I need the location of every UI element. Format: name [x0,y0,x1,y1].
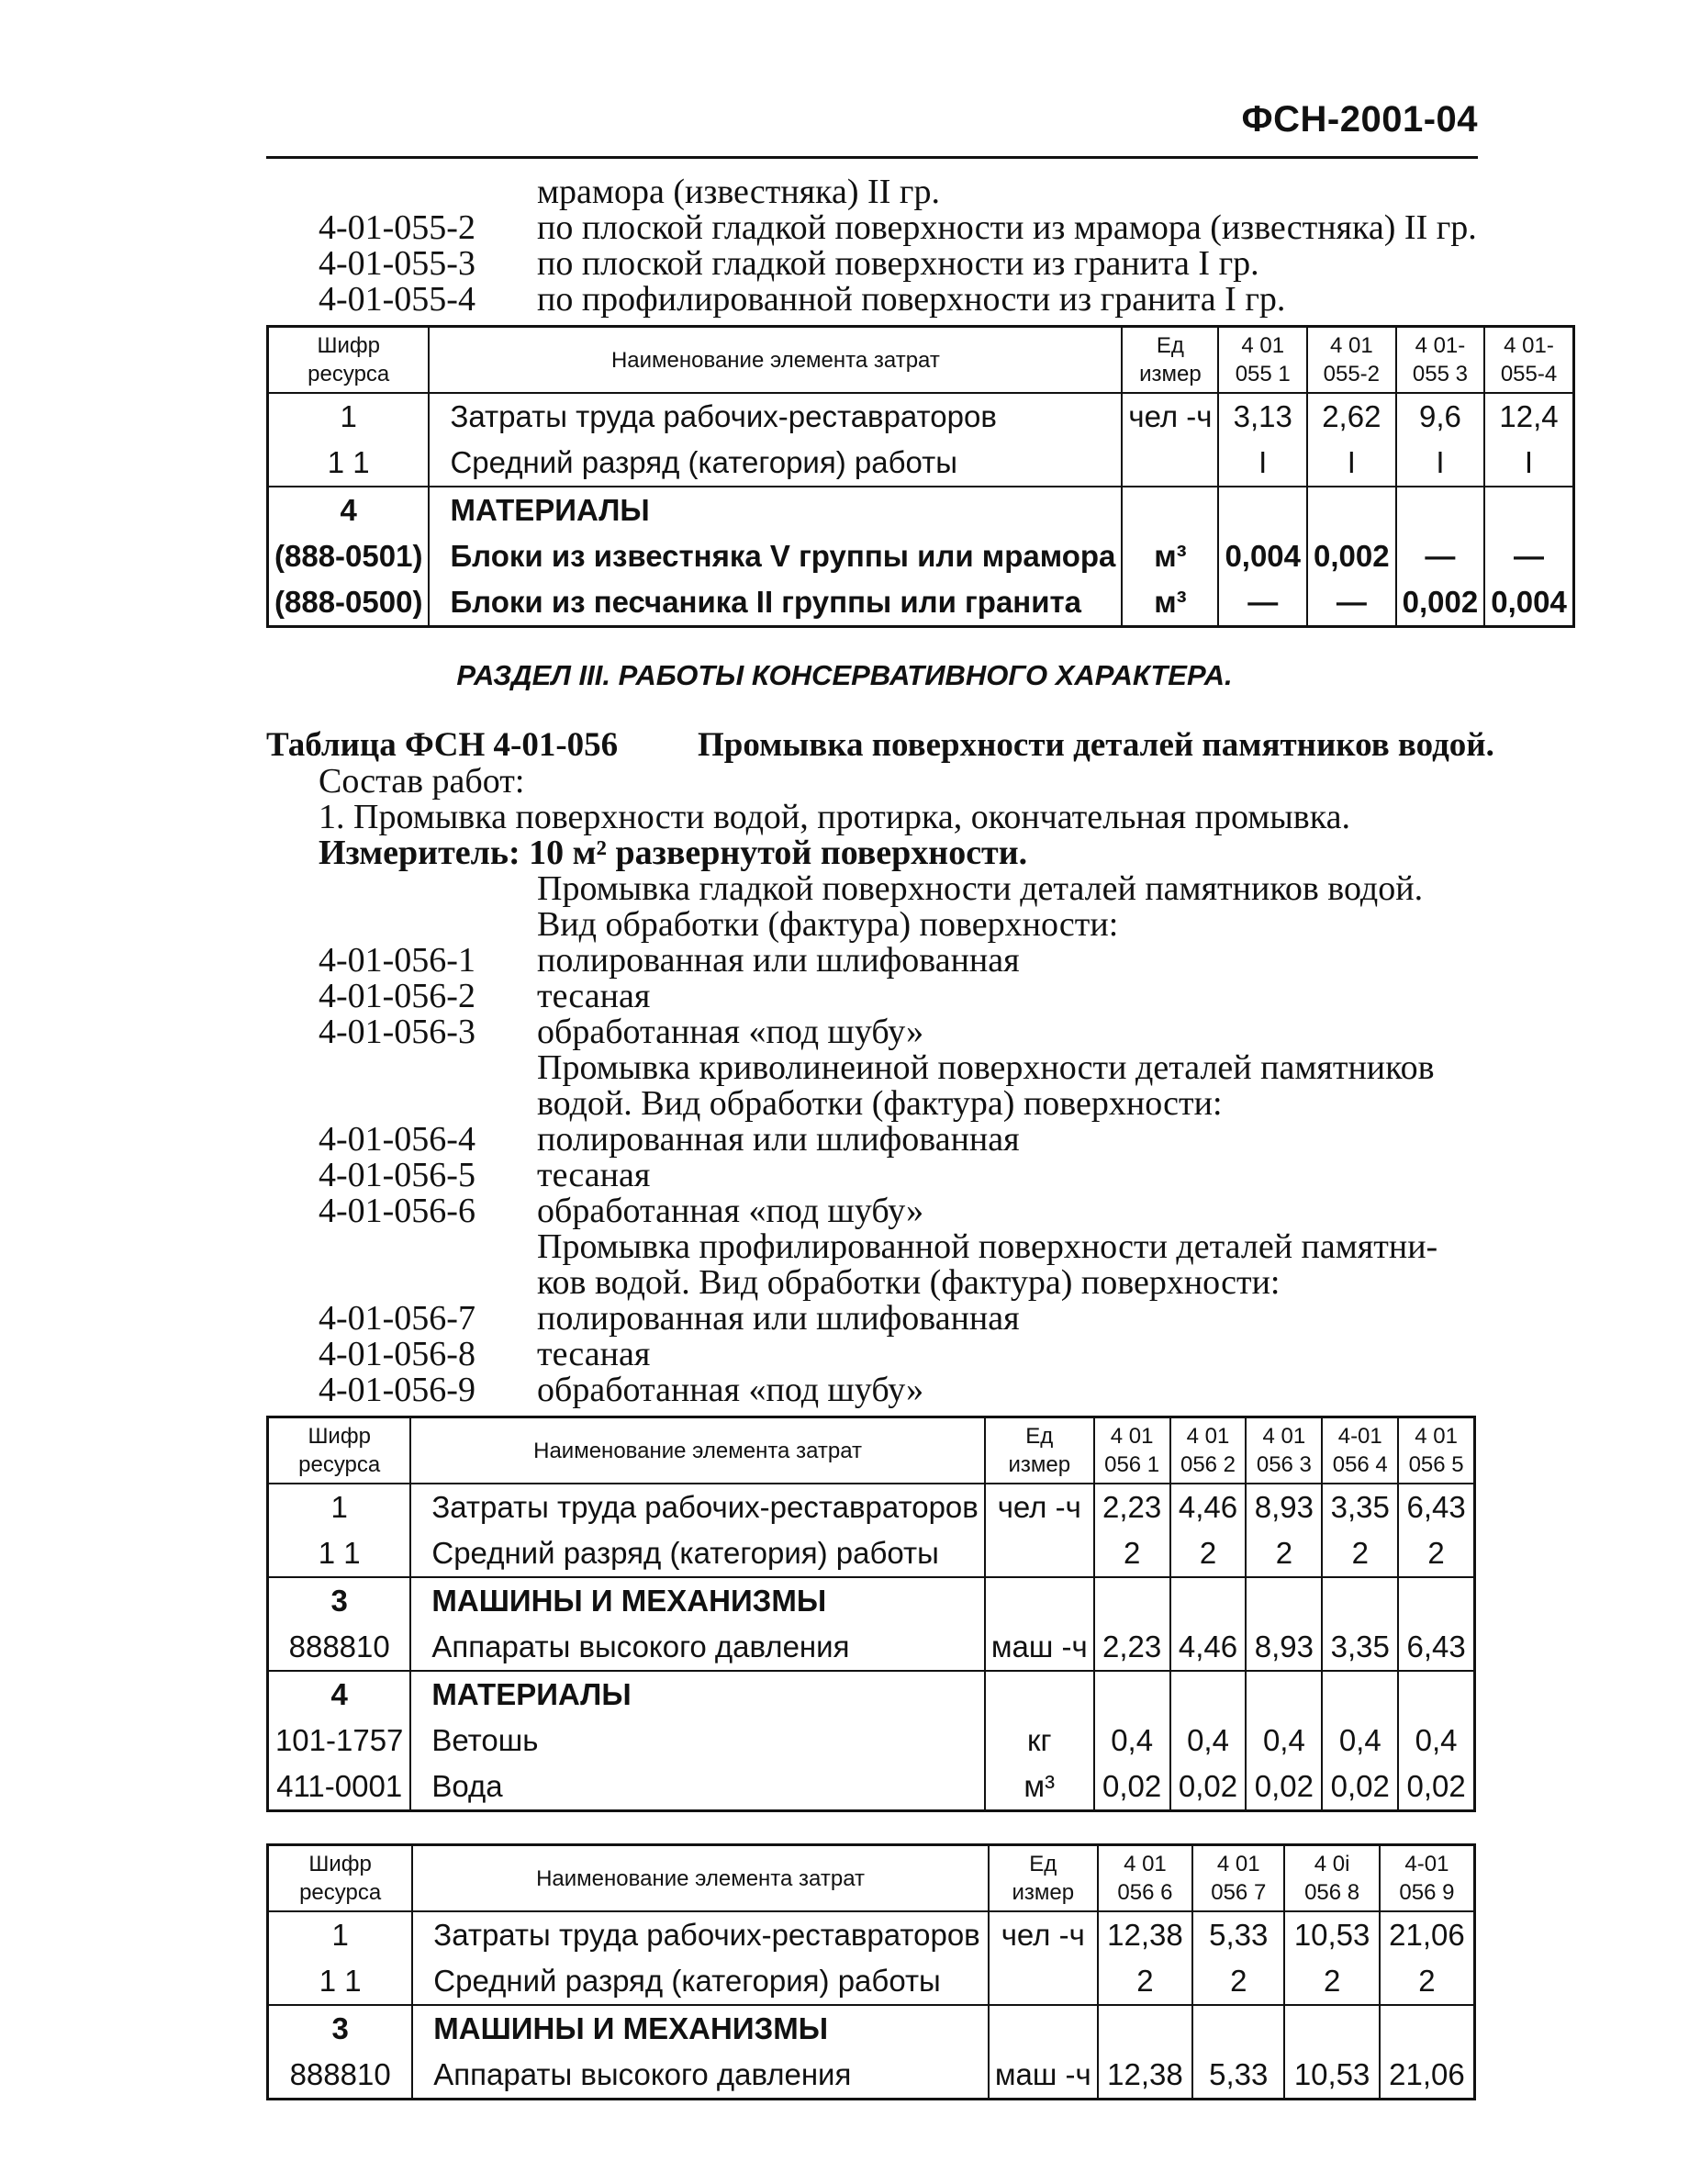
table-group-row [268,1577,1475,1624]
cell-code: 1 1 [268,440,430,487]
meter: Измеритель: 10 м² развернутой поверхности. [319,834,1028,872]
cell-name: МАШИНЫ И МЕХАНИЗМЫ [412,2005,989,2052]
list-code: 4-01-055-3 [319,244,475,283]
cell-unit: м³ [985,1764,1094,1811]
cell-value [1307,487,1396,533]
cell-value: 8,93 [1246,1484,1322,1530]
cell-name: Средний разряд (категория) работы [410,1530,984,1577]
cell-value [1218,487,1307,533]
list-text: полированная или шлифованная [537,941,1020,980]
cell-value: 2 [1246,1530,1322,1577]
header-cell-code: Шифр ресурса [268,1845,413,1912]
table-row [268,533,1574,579]
cell-code: (888-0501) [268,533,430,579]
list-text: мрамора (известняка) II гр. [537,173,940,211]
list-code: 4-01-056-6 [319,1192,475,1230]
cell-value: 0,4 [1170,1718,1247,1764]
header-cell-unit: Ед измер [989,1845,1098,1912]
header-cell-variant: 4 01 055-2 [1307,327,1396,394]
list-text: Вид обработки (фактура) поверхности: [537,905,1119,944]
cell-value: 2 [1284,1958,1379,2005]
cell-value: — [1484,533,1573,579]
header-cell-variant: 4 01 056 1 [1094,1417,1170,1484]
list-text: Промывка гладкой поверхности деталей памятников водой. [537,869,1424,908]
cell-value: 2 [1192,1958,1284,2005]
table-header-row [268,327,1574,394]
cell-code: 4 [268,487,430,533]
cell-unit [1122,440,1218,487]
list-text: полированная или шлифованная [537,1120,1020,1159]
cell-code: 888810 [268,2052,413,2100]
resource-table-055 [266,325,1575,628]
cell-unit [985,1577,1094,1624]
cell-value [1322,1671,1398,1718]
cell-unit [1122,487,1218,533]
cell-code: 3 [268,1577,411,1624]
header-cell-variant: 4 01 056 6 [1098,1845,1192,1912]
list-text: обработанная «под шубу» [537,1192,924,1230]
list-text: обработанная «под шубу» [537,1013,924,1051]
header-rule [266,156,1478,159]
cell-name: Аппараты высокого давления [410,1624,984,1671]
table-title-code: Таблица ФСН 4-01-056 [266,726,619,764]
cell-code: 1 1 [268,1530,411,1577]
cell-value: I [1307,440,1396,487]
header-cell-name: Наименование элемента затрат [410,1417,984,1484]
cell-value [1484,487,1573,533]
header-cell-variant: 4 0i 056 8 [1284,1845,1379,1912]
cell-value: 10,53 [1284,1911,1379,1958]
cell-code: 1 [268,1484,411,1530]
cell-value: 2 [1380,1958,1475,2005]
cell-value: 0,004 [1218,533,1307,579]
cell-value: — [1218,579,1307,627]
cell-unit: кг [985,1718,1094,1764]
cell-value: 2,23 [1094,1484,1170,1530]
cell-value: 10,53 [1284,2052,1379,2100]
cell-name: Вода [410,1764,984,1811]
cell-unit [989,2005,1098,2052]
list-code: 4-01-056-7 [319,1299,475,1338]
table-group-row [268,487,1574,533]
cell-code: (888-0500) [268,579,430,627]
header-cell-variant: 4 01 056 2 [1170,1417,1247,1484]
table-row [268,1958,1475,2005]
cell-name: МАШИНЫ И МЕХАНИЗМЫ [410,1577,984,1624]
table-group-row [268,1671,1475,1718]
list-text: ков водой. Вид обработки (фактура) поверхности: [537,1263,1281,1302]
cell-name: МАТЕРИАЛЫ [429,487,1122,533]
cell-value: 0,02 [1322,1764,1398,1811]
cell-unit: м³ [1122,579,1218,627]
table-title-name: Промывка поверхности деталей памятников водой. [698,726,1494,764]
cell-name: Блоки из песчаника II группы или гранита [429,579,1122,627]
cell-value: 5,33 [1192,1911,1284,1958]
cell-value: 12,38 [1098,1911,1192,1958]
cell-value: I [1396,440,1485,487]
cell-value: I [1484,440,1573,487]
cell-name: Средний разряд (категория) работы [429,440,1122,487]
list-text: водой. Вид обработки (фактура) поверхности: [537,1084,1223,1123]
list-text: Промывка профилированной поверхности деталей памятни- [537,1227,1438,1266]
cell-unit [985,1530,1094,1577]
cell-value: 2,23 [1094,1624,1170,1671]
cell-value: 21,06 [1380,2052,1475,2100]
cell-name: Средний разряд (категория) работы [412,1958,989,2005]
cell-value: 8,93 [1246,1624,1322,1671]
cell-name: Затраты труда рабочих-реставраторов [412,1911,989,1958]
cell-value: 21,06 [1380,1911,1475,1958]
cell-code: 3 [268,2005,413,2052]
header-cell-variant: 4 01- 055-4 [1484,327,1573,394]
cell-value: 3,35 [1322,1484,1398,1530]
cell-unit: м³ [1122,533,1218,579]
table-header-row [268,1845,1475,1912]
cell-value: 6,43 [1398,1484,1474,1530]
list-text: тесаная [537,1156,651,1194]
table-row [268,1484,1475,1530]
cell-value: — [1307,579,1396,627]
cell-value: 0,002 [1396,579,1485,627]
table-row [268,1530,1475,1577]
cell-unit: чел -ч [989,1911,1098,1958]
list-code: 4-01-055-2 [319,208,475,247]
cell-value: 0,004 [1484,579,1573,627]
list-code: 4-01-055-4 [319,280,475,319]
cell-value: 0,4 [1398,1718,1474,1764]
header-cell-variant: 4 01 056 3 [1246,1417,1322,1484]
cell-name: Блоки из известняка V группы или мрамора [429,533,1122,579]
cell-value [1170,1577,1247,1624]
table-row [268,579,1574,627]
list-code: 4-01-056-8 [319,1335,475,1373]
table-header-row [268,1417,1475,1484]
cell-value: 0,4 [1322,1718,1398,1764]
cell-value: 0,4 [1246,1718,1322,1764]
list-text: тесаная [537,977,651,1015]
cell-value [1170,1671,1247,1718]
header-cell-unit: Ед измер [985,1417,1094,1484]
cell-value: 3,13 [1218,393,1307,440]
list-text: Промывка криволинеиной поверхности деталей памятников [537,1048,1435,1087]
table-row [268,393,1574,440]
cell-code: 101-1757 [268,1718,411,1764]
cell-code: 888810 [268,1624,411,1671]
composition-item: 1. Промывка поверхности водой, протирка, окончательная промывка. [319,798,1350,836]
cell-unit: чел -ч [1122,393,1218,440]
list-code: 4-01-056-9 [319,1371,475,1409]
header-cell-code: Шифр ресурса [268,327,430,394]
resource-table-056-1-5 [266,1416,1476,1812]
cell-unit: маш -ч [989,2052,1098,2100]
list-code: 4-01-056-1 [319,941,475,980]
list-code: 4-01-056-5 [319,1156,475,1194]
cell-code: 1 1 [268,1958,413,2005]
cell-value: 2 [1398,1530,1474,1577]
cell-code: 4 [268,1671,411,1718]
cell-value: 2 [1322,1530,1398,1577]
header-cell-name: Наименование элемента затрат [412,1845,989,1912]
cell-value [1398,1671,1474,1718]
cell-name: Затраты труда рабочих-реставраторов [410,1484,984,1530]
cell-unit: маш -ч [985,1624,1094,1671]
cell-value [1094,1671,1170,1718]
header-cell-unit: Ед измер [1122,327,1218,394]
list-text: по профилированной поверхности из гранита I гр. [537,280,1286,319]
cell-value [1398,1577,1474,1624]
cell-value: 0,02 [1170,1764,1247,1811]
table-row [268,440,1574,487]
cell-value: 0,002 [1307,533,1396,579]
table-row [268,1764,1475,1811]
header-cell-variant: 4-01 056 4 [1322,1417,1398,1484]
cell-name: Затраты труда рабочих-реставраторов [429,393,1122,440]
list-code: 4-01-056-2 [319,977,475,1015]
cell-unit [985,1671,1094,1718]
cell-value: 6,43 [1398,1624,1474,1671]
cell-value: I [1218,440,1307,487]
section-title: РАЗДЕЛ III. РАБОТЫ КОНСЕРВАТИВНОГО ХАРАКТЕРА. [456,659,1233,691]
table-row [268,2052,1475,2100]
list-text: полированная или шлифованная [537,1299,1020,1338]
cell-code: 1 [268,393,430,440]
cell-value: 4,46 [1170,1484,1247,1530]
cell-value [1192,2005,1284,2052]
cell-value: 2 [1094,1530,1170,1577]
cell-value: 12,4 [1484,393,1573,440]
page-header-code: ФСН-2001-04 [1241,99,1478,140]
table-group-row [268,2005,1475,2052]
list-code: 4-01-056-4 [319,1120,475,1159]
cell-value [1396,487,1485,533]
cell-code: 411-0001 [268,1764,411,1811]
cell-value: 2 [1170,1530,1247,1577]
table-title [266,725,1494,765]
header-cell-variant: 4 01 055 1 [1218,327,1307,394]
table-row [268,1718,1475,1764]
cell-value: 0,4 [1094,1718,1170,1764]
header-cell-variant: 4 01- 055 3 [1396,327,1485,394]
cell-value: 12,38 [1098,2052,1192,2100]
cell-value: — [1396,533,1485,579]
cell-value: 0,02 [1398,1764,1474,1811]
cell-unit: чел -ч [985,1484,1094,1530]
cell-value [1246,1577,1322,1624]
table-row [268,1624,1475,1671]
cell-value: 9,6 [1396,393,1485,440]
list-code: 4-01-056-3 [319,1013,475,1051]
cell-code: 1 [268,1911,413,1958]
header-cell-variant: 4 01 056 5 [1398,1417,1474,1484]
composition-label: Состав работ: [319,762,525,801]
cell-value: 2,62 [1307,393,1396,440]
cell-value [1246,1671,1322,1718]
cell-name: Ветошь [410,1718,984,1764]
cell-value: 4,46 [1170,1624,1247,1671]
header-cell-code: Шифр ресурса [268,1417,411,1484]
resource-table-056-6-9 [266,1843,1476,2100]
table-row [268,1911,1475,1958]
cell-value [1094,1577,1170,1624]
cell-value: 3,35 [1322,1624,1398,1671]
header-cell-name: Наименование элемента затрат [429,327,1122,394]
cell-value: 0,02 [1246,1764,1322,1811]
list-text: тесаная [537,1335,651,1373]
cell-name: МАТЕРИАЛЫ [410,1671,984,1718]
cell-value [1098,2005,1192,2052]
header-cell-variant: 4 01 056 7 [1192,1845,1284,1912]
cell-value [1284,2005,1379,2052]
header-cell-variant: 4-01 056 9 [1380,1845,1475,1912]
list-text: по плоской гладкой поверхности из мрамора (известняка) II гр. [537,208,1477,247]
cell-value: 2 [1098,1958,1192,2005]
cell-value: 0,02 [1094,1764,1170,1811]
cell-value: 5,33 [1192,2052,1284,2100]
cell-value [1322,1577,1398,1624]
cell-name: Аппараты высокого давления [412,2052,989,2100]
cell-unit [989,1958,1098,2005]
list-text: обработанная «под шубу» [537,1371,924,1409]
cell-value [1380,2005,1475,2052]
list-text: по плоской гладкой поверхности из гранита I гр. [537,244,1259,283]
